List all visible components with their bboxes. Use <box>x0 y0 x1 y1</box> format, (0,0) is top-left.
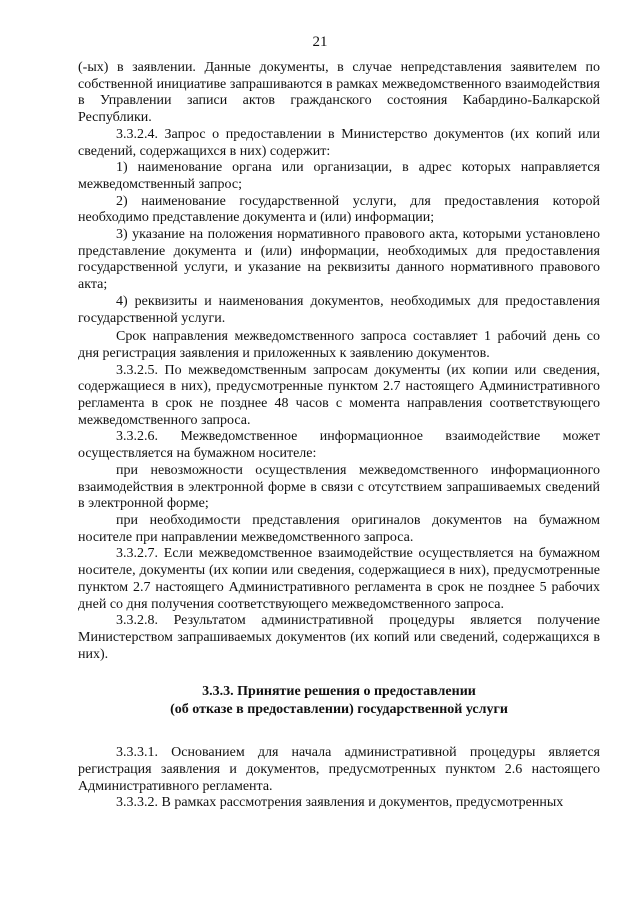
paragraph: 3.3.2.6. Межведомственное информационное взаимодействие может осуществляется на бумажном носителе: <box>78 429 600 462</box>
list-item: 4) реквизиты и наименования документов, необходимых для предоставления государственной услуги. <box>78 293 600 326</box>
list-item: 1) наименование органа или организации, в адрес которых направляется межведомственный запрос; <box>78 160 600 192</box>
paragraph: Срок направления межведомственного запроса составляет 1 рабочий день со дня регистрация заявления и приложенных к заявлению документов. <box>78 329 600 361</box>
section-heading <box>78 683 600 719</box>
document-body <box>78 60 600 812</box>
section-heading-line-2: (об отказе в предоставлении) государственной услуги <box>170 702 508 718</box>
list-item: при необходимости представления оригиналов документов на бумажном носителе при направлении межведомственного запроса. <box>78 512 600 545</box>
paragraph: 3.3.2.8. Результатом административной процедуры является получение Министерством запрашиваемых документов (их копий или сведений, содержащихся в них). <box>78 613 600 662</box>
list-item: 2) наименование государственной услуги, для предоставления которой необходимо представление документа и (или) информации; <box>78 193 600 226</box>
page-number: 21 <box>312 34 328 50</box>
paragraph: 3.3.2.4. Запрос о предоставлении в Министерство документов (их копий или сведений, содержащихся в них) содержит: <box>78 126 600 159</box>
paragraph: 3.3.3.1. Основанием для начала административной процедуры является регистрация заявления и документов, предусмотренных пунктом 2.6 настоящего Административного регламента. <box>78 745 600 794</box>
paragraph: 3.3.2.7. Если межведомственное взаимодействие осуществляется на бумажном носителе, документы (их копии или сведения, содержащиеся в них), предусмотренные пунктом 2.7 настоящего Административного регламента в срок не позднее 5 рабочих дней со дня получения соответствующего межведомственного запроса. <box>78 546 600 612</box>
list-item: при невозможности осуществления межведомственного информационного взаимодействия в электронной форме в связи с отсутствием запрашиваемых сведений в электронной форме; <box>78 462 600 512</box>
paragraph: 3.3.3.2. В рамках рассмотрения заявления и документов, предусмотренных <box>116 795 564 811</box>
paragraph: 3.3.2.5. По межведомственным запросам документы (их копии или сведения, содержащиеся в них), предусмотренные пунктом 2.7 настоящего Административного регламента в срок не позднее 48 часов с момента направления соответствующего межведомственного запроса. <box>78 362 600 428</box>
paragraph: (-ых) в заявлении. Данные документы, в случае непредставления заявителем по собственной инициативе запрашиваются в рамках межведомственного взаимодействия в Управлении записи актов гражданского состояния Кабардино-Балкарской Республики. <box>78 60 600 126</box>
section-heading-line-1: 3.3.3. Принятие решения о предоставлении <box>202 684 476 700</box>
list-item: 3) указание на положения нормативного правового акта, которыми установлено представление документа и (или) информации, необходимых для предоставления государственной услуги, и указание на реквизиты данного нормативного правового акта; <box>78 227 600 293</box>
